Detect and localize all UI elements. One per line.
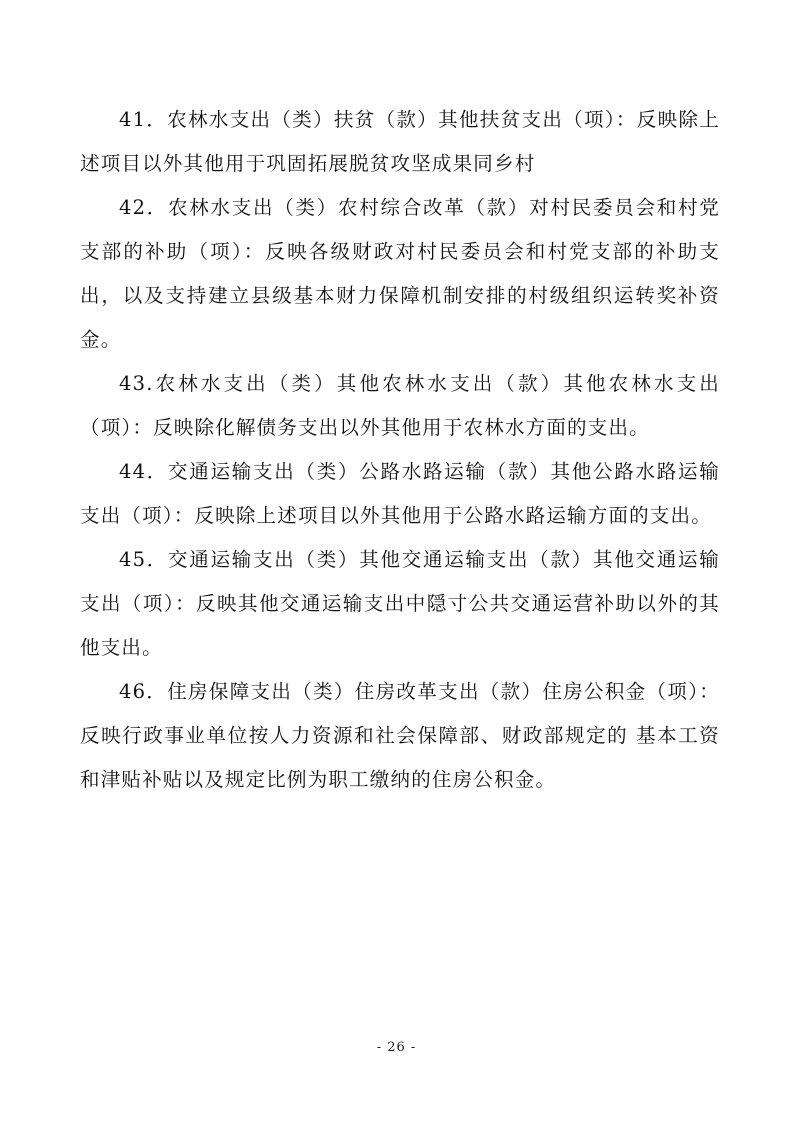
paragraph-43: 43.农林水支出（类）其他农林水支出（款）其他农林水支出（项）：反映除化解债务支出以外其他用于农林水方面的支出。 <box>80 372 720 439</box>
paragraph-46: 46．住房保障支出（类）住房改革支出（款）住房公积金（项）：反映行政事业单位按人力资源和社会保障部、财政部规定的 基本工资和津贴补贴以及规定比例为职工缴纳的住房公积金。 <box>80 680 720 791</box>
document-body <box>80 98 720 802</box>
page-number: - 26 - <box>376 1040 417 1055</box>
paragraph-42: 42．农林水支出（类）农村综合改革（款）对村民委员会和村党支部的补助（项）：反映各级财政对村民委员会和村党支部的补助支出，以及支持建立县级基本财力保障机制安排的村级组织运转奖补资金。 <box>80 196 720 351</box>
paragraph-41: 41．农林水支出（类）扶贫（款）其他扶贫支出（项）：反映除上述项目以外其他用于巩固拓展脱贫攻坚成果同乡村 <box>80 108 720 175</box>
paragraph-45: 45．交通运输支出（类）其他交通运输支出（款）其他交通运输支出（项）：反映其他交通运输支出中隠寸公共交通运营补助以外的其他支出。 <box>80 548 720 659</box>
paragraph-44: 44．交通运输支出（类）公路水路运输（款）其他公路水路运输支出（项）：反映除上述项目以外其他用于公路水路运输方面的支出。 <box>80 460 720 527</box>
